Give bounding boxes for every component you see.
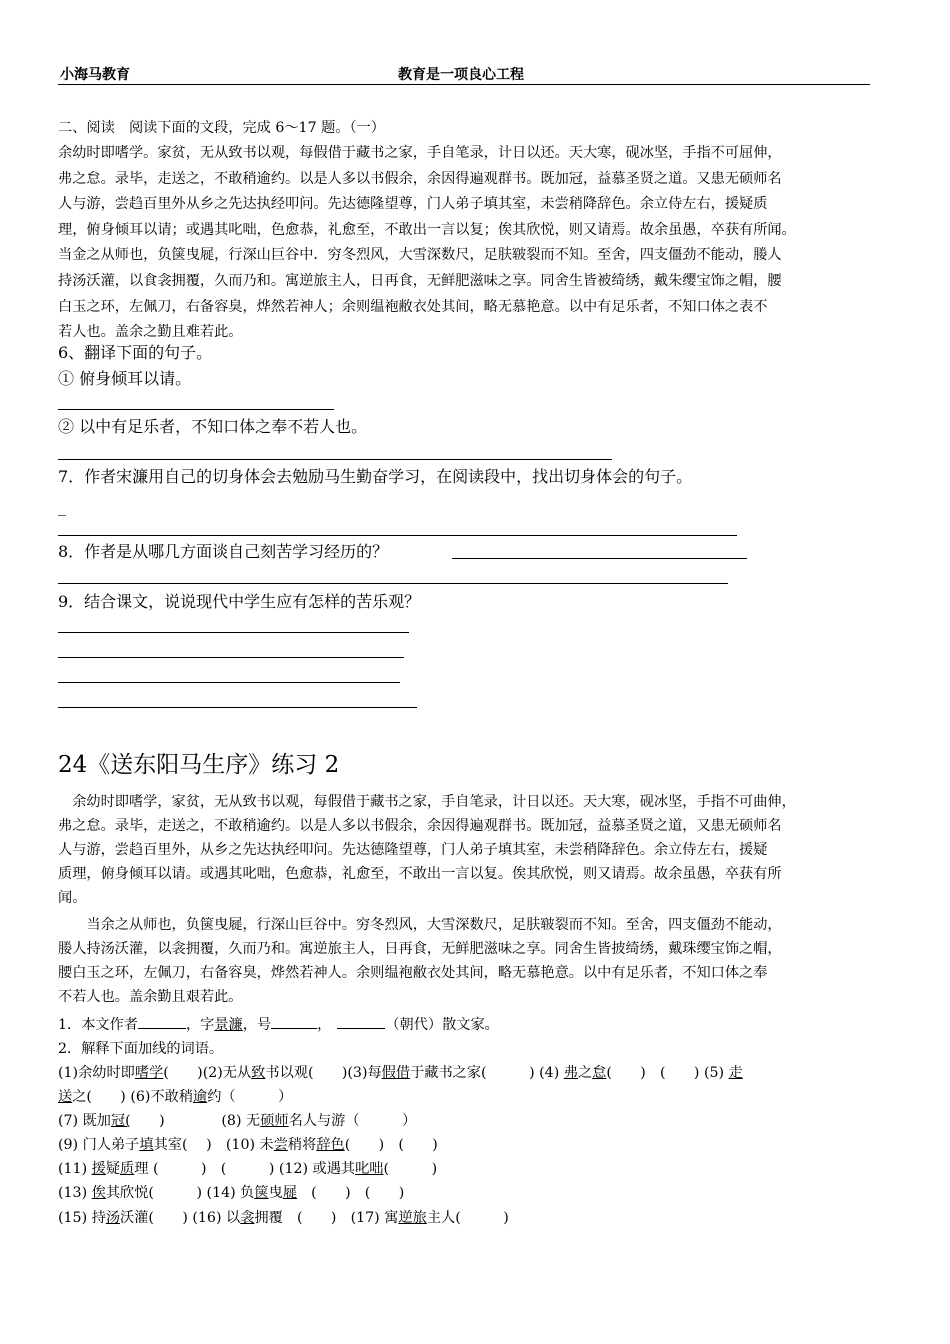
passage-line: 当金之从师也，负箧曳屣，行深山巨谷中．穷冬烈风，大雪深数尺，足肤皲裂而不知。至舍，四支僵劲不能动，媵人 — [58, 247, 782, 264]
answer-line — [58, 682, 400, 683]
passage-line: 理，俯身倾耳以请；或遇其叱咄，色愈恭，礼愈至，不敢出一言以复；俟其欣悦，则又请焉。故余虽愚，卒获有所闻。 — [58, 221, 796, 238]
answer-line — [58, 707, 417, 708]
answer-line — [452, 558, 747, 559]
question-9: 9．结合课文，说说现代中学生应有怎样的苦乐观？ — [58, 592, 421, 611]
passage-line: 余幼时即嗜学。家贫，无从致书以观，每假借于藏书之家，手自笔录，计日以还。天大寒，砚冰坚，手指不可屈伸， — [58, 145, 782, 161]
answer-line — [58, 409, 334, 410]
blank — [271, 1014, 317, 1029]
passage-line: 不若人也。盖余勤且艰若此。 — [58, 989, 243, 1006]
question-6: 6、翻译下面的句子。 — [58, 343, 213, 362]
passage-line: 腰白玉之环，左佩刀，右备容臭，烨然若神人。余则缊袍敝衣处其间，略无慕艳意。以中有足乐者，不知口体之奉 — [58, 965, 768, 982]
exercise-question-2: 2．解释下面加线的词语。 — [58, 1041, 224, 1057]
passage-line: 白玉之环，左佩刀，右备容臭，烨然若神人；余则缊袍敝衣处其间，略无慕艳意。以中有足乐者，不知口体之表不 — [58, 298, 768, 315]
vocabulary-list — [58, 1061, 743, 1230]
vocab-line: (13) 俟其欣悦( ) (14) 负箧曳屣 ( ) ( ) — [58, 1185, 405, 1202]
answer-dash: _ — [58, 497, 66, 516]
question-8-text: 8．作者是从哪几方面谈自己刻苦学习经历的？ — [58, 542, 389, 561]
header-left: 小海马教育 — [60, 67, 130, 83]
passage-line: 闻。 — [58, 890, 87, 907]
exercise-question-1 — [58, 1013, 499, 1037]
q1-text: 1．本文作者 — [58, 1017, 138, 1033]
vocab-line: (11) 援疑质理 ( ) ( ) (12) 或遇其叱咄( ) — [58, 1161, 438, 1178]
answer-line — [58, 657, 404, 658]
page-header — [58, 62, 870, 85]
passage-line: 余幼时即嗜学，家贫，无从致书以观，每假借于藏书之家，手自笔录，计日以还。天大寒，砚冰坚，手指不可曲伸， — [58, 794, 796, 810]
q1-text: ，字 — [185, 1017, 215, 1033]
passage-line: 若人也。盖余之勤且难若此。 — [58, 324, 243, 341]
passage-line: 弗之怠。录毕，走送之，不敢稍逾约。以是人多以书假余，余因得遍观群书。既加冠，益慕圣贤之道。又患无硕师名 — [58, 170, 782, 187]
header-center: 教育是一项良心工程 — [398, 67, 524, 83]
passage-line: 质理，俯身倾耳以请。或遇其叱咄，色愈恭，礼愈至，不敢出一言以复。俟其欣悦，则又请焉。故余虽愚，卒获有所 — [58, 866, 782, 883]
vocab-line: 送之( ) (6)不敢稍逾约（ ） — [58, 1089, 293, 1106]
passage-line: 弗之怠。录毕，走送之，不敢稍逾约。以是人多以书假余，余因得遍观群书。既加冠，益慕圣贤之道，又患无硕师名 — [58, 818, 782, 835]
blank — [337, 1014, 385, 1029]
passage-line: 当余之从师也，负箧曳屣，行深山巨谷中。穷冬烈风，大雪深数尺，足肤皲裂而不知。至舍，四支僵劲不能动， — [58, 917, 782, 933]
answer-line — [58, 535, 737, 536]
passage-2-para-1 — [58, 790, 796, 910]
passage-line: 持汤沃灌，以食衾拥覆，久而乃和。寓逆旅主人，日再食，无鲜肥滋味之享。同舍生皆被绮绣，戴朱缨宝饰之帽，腰 — [58, 272, 782, 289]
q1-text: ， — [317, 1017, 332, 1033]
reading-instruction: 二、阅读 阅读下面的文段，完成 6～17 题。（一） — [58, 120, 385, 136]
passage-line: 人与游，尝趋百里外从乡之先达执经叩问。先达德隆望尊，门人弟子填其室，未尝稍降辞色。余立侍左右，援疑质 — [58, 196, 768, 213]
question-6-2: ② 以中有足乐者，不知口体之奉不若人也。 — [58, 417, 368, 436]
vocab-line: (9) 门人弟子填其室( ) (10) 未尝稍将辞色( ) ( ) — [58, 1137, 438, 1154]
exercise-title: 24《送东阳马生序》练习 2 — [58, 752, 340, 778]
passage-line: 人与游，尝趋百里外，从乡之先达执经叩问。先达德隆望尊，门人弟子填其室，未尝稍降辞色。余立侍左右，援疑 — [58, 842, 768, 859]
answer-line — [58, 632, 409, 633]
passage-1 — [58, 141, 796, 346]
answer-line — [58, 583, 728, 584]
question-7: 7．作者宋濂用自己的切身体会去勉励马生勤奋学习，在阅读段中，找出切身体会的句子。 — [58, 467, 693, 486]
q1-text: （朝代）散文家。 — [385, 1017, 499, 1033]
question-6-1: ① 俯身倾耳以请。 — [58, 369, 192, 388]
vocab-line: (1)余幼时即嗜学( )(2)无从致书以观( )(3)每假借于藏书之家( ) (4) 弗之怠( ) ( ) (5) 走 — [58, 1065, 743, 1081]
blank — [138, 1014, 186, 1029]
underlined-word: 景濂 — [214, 1017, 243, 1033]
question-8 — [58, 539, 388, 564]
passage-line: 媵人持汤沃灌，以衾拥覆，久而乃和。寓逆旅主人，日再食，无鲜肥滋味之享。同舍生皆披绮绣，戴珠缨宝饰之帽， — [58, 941, 782, 958]
vocab-line: (15) 持汤沃灌( ) (16) 以衾拥覆 ( ) (17) 寓逆旅主人( ) — [58, 1209, 509, 1226]
answer-line — [58, 459, 612, 460]
q1-text: ，号 — [242, 1017, 272, 1033]
passage-2-para-2 — [58, 913, 782, 1009]
vocab-line: (7) 既加冠( ) (8) 无硕师名人与游（ ） — [58, 1113, 417, 1130]
